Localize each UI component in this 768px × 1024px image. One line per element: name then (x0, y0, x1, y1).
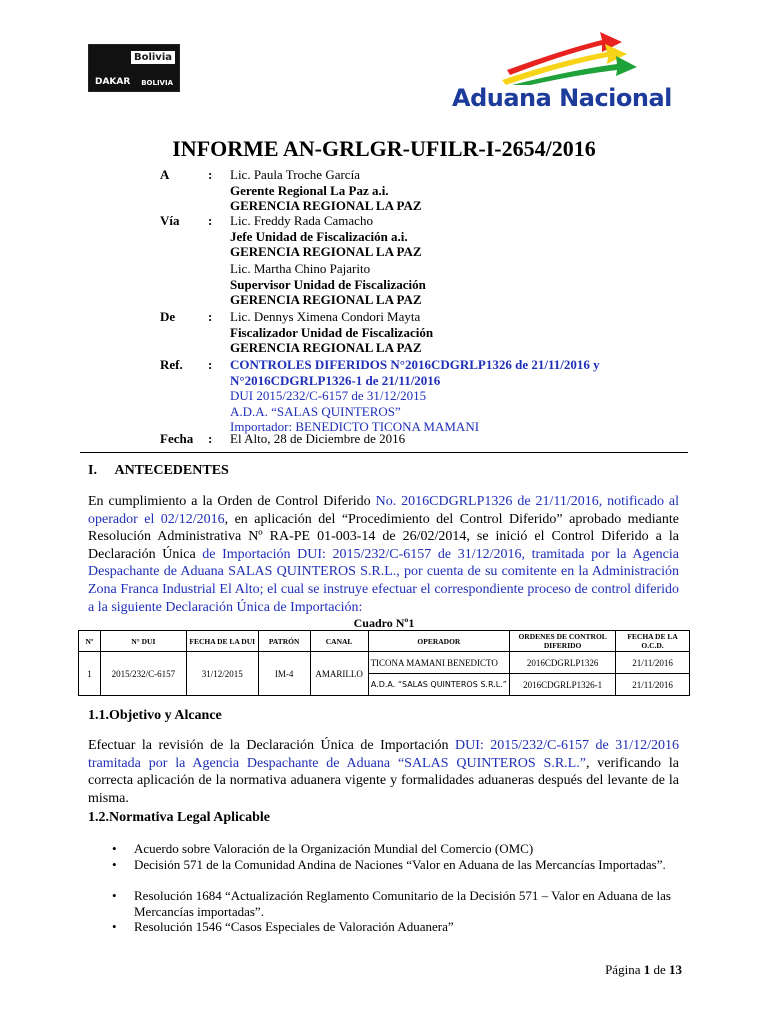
section-1-heading (88, 463, 229, 479)
aduana-nacional-logo (452, 30, 682, 115)
col-header-n: Nº (79, 631, 101, 652)
bolivia-caption: BOLIVIA (141, 79, 173, 87)
cell-orden-2: 2016CDGRLP1326-1 (510, 674, 616, 696)
to-colon: : (208, 167, 213, 182)
date-value: El Alto, 28 de Diciembre de 2016 (230, 431, 406, 446)
to-name: Lic. Paula Troche García (230, 167, 360, 182)
via-name: Lic. Freddy Rada Camacho (230, 213, 373, 228)
from-value (230, 309, 433, 356)
section-1-number: I. (88, 463, 97, 478)
objetivo-text-1: Efectuar la revisión de la Declaración Única de Importación (88, 738, 455, 753)
via2-position: Supervisor Unidad de Fiscalización (230, 276, 426, 292)
to-department: GERENCIA REGIONAL LA PAZ (230, 198, 422, 213)
table-row (79, 652, 690, 674)
col-header-ordenes: ORDENES DE CONTROL DIFERIDO (510, 631, 616, 652)
from-department: GERENCIA REGIONAL LA PAZ (230, 340, 422, 355)
ref-line-4: A.D.A. “SALAS QUINTEROS” (230, 403, 401, 419)
cell-dui: 2015/232/C-6157 (100, 652, 186, 696)
col-header-fecha-ocd: FECHA DE LA O.C.D. (616, 631, 690, 652)
antecedentes-paragraph (88, 493, 679, 616)
antecedentes-order-ref: No. 2016CDGRLP1326 de 21/11/2016, notificado al operador el 02/12/2016 (88, 494, 679, 527)
antecedentes-text-2: , en aplicación del “Procedimiento del Control Diferido” aprobado mediante Resolución Administrativa Nº RA-PE 01-003-14 de 26/02/2014, se inició el Control Diferido a la Declaración Única (88, 511, 679, 562)
section-1-title: ANTECEDENTES (114, 463, 229, 478)
cell-operador-agency: A.D.A. “SALAS QUINTEROS S.R.L.” (368, 674, 510, 696)
from-colon: : (208, 309, 213, 324)
section-1-2-title: 1.2.Normativa Legal Aplicable (88, 810, 270, 825)
cell-fecha-ocd-2: 21/11/2016 (616, 674, 690, 696)
col-header-patron: PATRÓN (258, 631, 310, 652)
antecedentes-dui-ref: de Importación DUI: 2015/232/C-6157 de 31/12/2016, tramitada por la Agencia Despachante de Aduana SALAS QUINTEROS S.R.L., por cuenta de su comitente en la Administración Zona Franca Industrial El Alto; el cual se instruye efectuar el correspondiente proceso de control diferido a la siguiente Declaración Única de Importación: (88, 546, 679, 615)
cell-orden-1: 2016CDGRLP1326 (510, 652, 616, 674)
page-of: de (653, 962, 666, 977)
ref-line-3: DUI 2015/232/C-6157 de 31/12/2015 (230, 388, 427, 403)
via-colon: : (208, 213, 213, 228)
report-title: INFORME AN-GRLGR-UFILR-I-2654/2016 (172, 136, 596, 161)
from-label: De (160, 309, 176, 324)
ref-line-2: N°2016CDGRLP1326-1 de 21/11/2016 (230, 372, 441, 388)
normativa-item-3: Resolución 1684 “Actualización Reglamento Comunitario de la Decisión 571 – Valor en Aduana de las Mercancías importadas”. (134, 888, 671, 919)
to-value (230, 167, 422, 214)
ref-value (230, 357, 600, 435)
from-name: Lic. Dennys Ximena Condori Mayta (230, 309, 421, 324)
to-position: Gerente Regional La Paz a.i. (230, 182, 389, 198)
cell-operador-importer: TICONA MAMANI BENEDICTO (368, 652, 510, 674)
via2-name: Lic. Martha Chino Pajarito (230, 261, 371, 276)
normativa-item-2: Decisión 571 de la Comunidad Andina de Naciones “Valor en Aduana de las Mercancías Importadas”. (134, 857, 666, 872)
page-total: 13 (669, 962, 682, 977)
section-1-1-title: 1.1.Objetivo y Alcance (88, 708, 222, 723)
ref-label: Ref. (160, 357, 183, 372)
aduana-arrows-icon (452, 30, 682, 85)
via-department: GERENCIA REGIONAL LA PAZ (230, 244, 422, 259)
page-current: 1 (643, 962, 651, 977)
ref-colon: : (208, 357, 213, 372)
bolivia-badge: Bolivia (131, 51, 175, 64)
date-colon: : (208, 431, 213, 446)
normativa-item-4: Resolución 1546 “Casos Especiales de Valoración Aduanera” (134, 919, 454, 934)
table-title: Cuadro Nº1 (353, 616, 415, 630)
ref-line-5: Importador: BENEDICTO TICONA MAMANI (230, 419, 480, 434)
objetivo-dui-ref: DUI: 2015/232/C-6157 de 31/12/2016 tramitada por la Agencia Despachante de Aduana “SALAS QUINTEROS S.R.L.” (88, 738, 680, 771)
via-label: Vía (160, 213, 180, 228)
ref-line-1: CONTROLES DIFERIDOS N°2016CDGRLP1326 de 21/11/2016 y (230, 357, 600, 372)
from-position: Fiscalizador Unidad de Fiscalización (230, 324, 434, 340)
via-position: Jefe Unidad de Fiscalización a.i. (230, 228, 408, 244)
via-value (230, 213, 422, 260)
cell-canal: AMARILLO (310, 652, 368, 696)
bullet-icon: • (112, 841, 117, 856)
antecedentes-text-1: En cumplimiento a la Orden de Control Diferido (88, 494, 376, 509)
col-header-fecha-dui: FECHA DE LA DUI (186, 631, 258, 652)
bullet-icon: • (112, 888, 117, 903)
col-header-operador: OPERADOR (368, 631, 510, 652)
page-label: Página (605, 962, 641, 977)
page-number (605, 962, 682, 978)
col-header-dui: N° DUI (100, 631, 186, 652)
bullet-icon: • (112, 919, 117, 934)
date-label: Fecha (160, 431, 194, 446)
via2-department: GERENCIA REGIONAL LA PAZ (230, 292, 422, 307)
via2-value (230, 261, 426, 308)
normativa-item-1: Acuerdo sobre Valoración de la Organización Mundial del Comercio (OMC) (134, 841, 534, 856)
dakar-logo-text: DAKAR (95, 77, 131, 87)
objetivo-text-2: , verificando la correcta aplicación de la normativa aduanera vigente y formalidades aduaneras después del levante de la misma. (88, 755, 679, 806)
dakar-bolivia-logo (88, 44, 180, 92)
cell-patron: IM-4 (258, 652, 310, 696)
cell-fecha-dui: 31/12/2015 (186, 652, 258, 696)
objetivo-paragraph (88, 737, 679, 807)
col-header-canal: CANAL (310, 631, 368, 652)
cell-fecha-ocd-1: 21/11/2016 (616, 652, 690, 674)
aduana-logo-text: Aduana Nacional (452, 84, 672, 112)
header-divider (80, 452, 688, 453)
cell-n: 1 (79, 652, 101, 696)
bullet-icon: • (112, 857, 117, 872)
dui-table (78, 630, 690, 696)
yellow-arrow (502, 44, 627, 85)
to-label: A (160, 167, 170, 182)
table-header-row (79, 631, 690, 652)
